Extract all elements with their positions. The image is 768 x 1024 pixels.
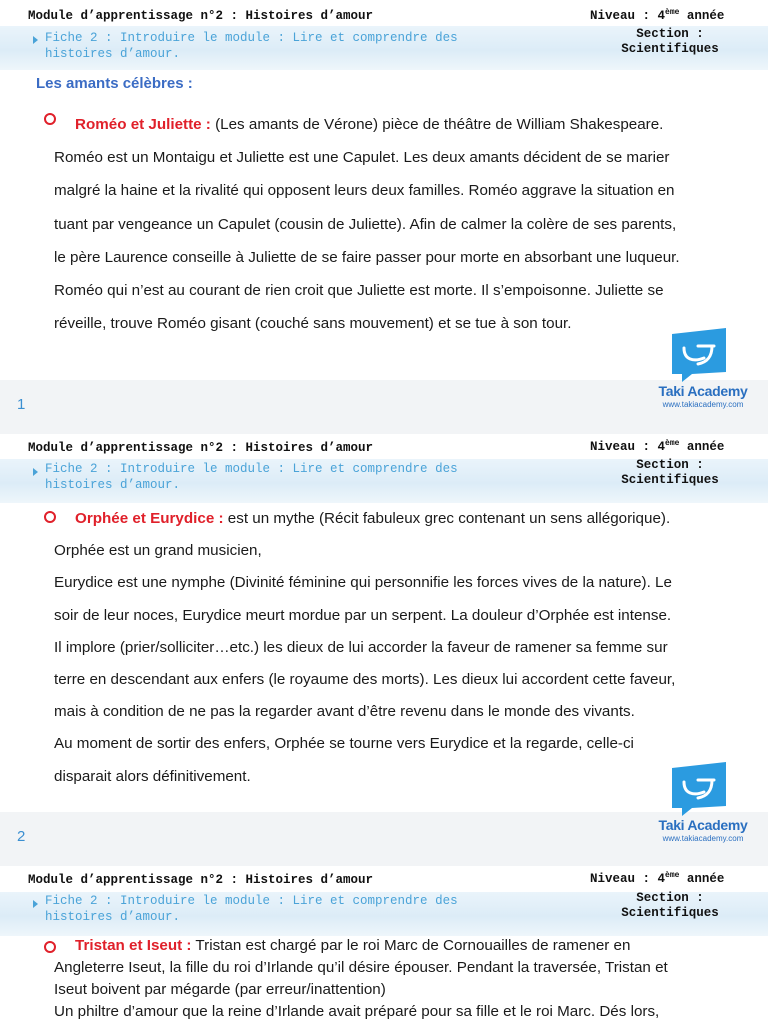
triangle-bullet-icon [33, 468, 38, 476]
fiche-title: Fiche 2 : Introduire le module : Lire et comprendre des histoires d’amour. [45, 894, 458, 924]
taki-academy-logo: Taki Academy www.takiacademy.com [648, 762, 758, 852]
section-heading: Les amants célèbres : [36, 75, 193, 92]
module-title: Module d’apprentissage n°2 : Histoires d’amour [28, 441, 374, 455]
taki-academy-logo-icon [668, 328, 730, 382]
page-2 [0, 434, 768, 843]
module-title: Module d’apprentissage n°2 : Histoires d’amour [28, 9, 374, 23]
page-number: 2 [17, 828, 26, 845]
story-title: Roméo et Juliette : [75, 116, 211, 133]
fiche-title: Fiche 2 : Introduire le module : Lire et comprendre des histoires d’amour. [45, 462, 458, 492]
page-number: 1 [17, 396, 26, 413]
niveau-label: Niveau : 4ème année [590, 8, 725, 24]
story-title: Orphée et Eurydice : [75, 510, 224, 527]
module-title: Module d’apprentissage n°2 : Histoires d’amour [28, 873, 374, 887]
page-1 [0, 0, 768, 409]
story-title: Tristan et Iseut : [75, 937, 192, 954]
section-label: Section : Scientifiques [621, 458, 719, 487]
niveau-label: Niveau : 4ème année [590, 439, 725, 455]
taki-academy-logo: Taki Academy www.takiacademy.com [648, 328, 758, 418]
paragraph-romeo-juliette: Roméo et Juliette : (Les amants de Vérone) pièce de théâtre de William Shakespeare. Roméo est un Montaigu et Juliette est une Capulet. Les deux amants décident de se marier malgré la haine et la rivalité qui opposent leurs deux familles. Roméo aggrave la situation en tuant par vengeance un Capulet (cousin de Juliette). Afin de calmer la colère de ses parents, le père Laurence conseille à Juliette de se faire passer pour morte en absorbant une luqueur. Roméo qui n’est au courant de rien croit que Juliette est morte. Il s’empoisonne. Juliette se réveille, trouve Roméo gisant (couché sans mouvement) et se tue à son tour. [54, 116, 680, 333]
paragraph-tristan-iseut: Tristan et Iseut : Tristan est chargé par le roi Marc de Cornouailles de ramener en Angleterre Iseut, la fille du roi d’Irlande qu’il désire épouser. Pendant la traversée, Tristan et Iseut boivent par mégarde (par erreur/inattention) Un philtre d’amour que la reine d’Irlande avait préparé pour sa fille et le roi Marc. Dés lors, [54, 937, 668, 1020]
page-3 [0, 866, 768, 1024]
niveau-label: Niveau : 4ème année [590, 871, 725, 887]
triangle-bullet-icon [33, 900, 38, 908]
taki-academy-logo-icon [668, 762, 730, 816]
section-label: Section : Scientifiques [621, 891, 719, 920]
paragraph-orphee-eurydice: Orphée et Eurydice : est un mythe (Récit fabuleux grec contenant un sens allégorique). Orphée est un grand musicien, Eurydice est une nymphe (Divinité féminine qui personnifie les forces vives de la nature). Le soir de leur noces, Eurydice meurt mordue par un serpent. La douleur d’Orphée est intense. Il implore (prier/solliciter…etc.) les dieux de lui accorder la faveur de ramener sa femme sur terre en descendant aux enfers (le royaume des morts). Les dieux lui accordent cette faveur, mais à condition de ne pas la regarder avant d’être revenu dans le monde des vivants. Au moment de sortir des enfers, Orphée se tourne vers Eurydice et la regarde, celle-ci disparait alors définitivement. [54, 510, 676, 785]
triangle-bullet-icon [33, 36, 38, 44]
section-label: Section : Scientifiques [621, 27, 719, 56]
fiche-title: Fiche 2 : Introduire le module : Lire et comprendre des histoires d’amour. [45, 31, 458, 61]
